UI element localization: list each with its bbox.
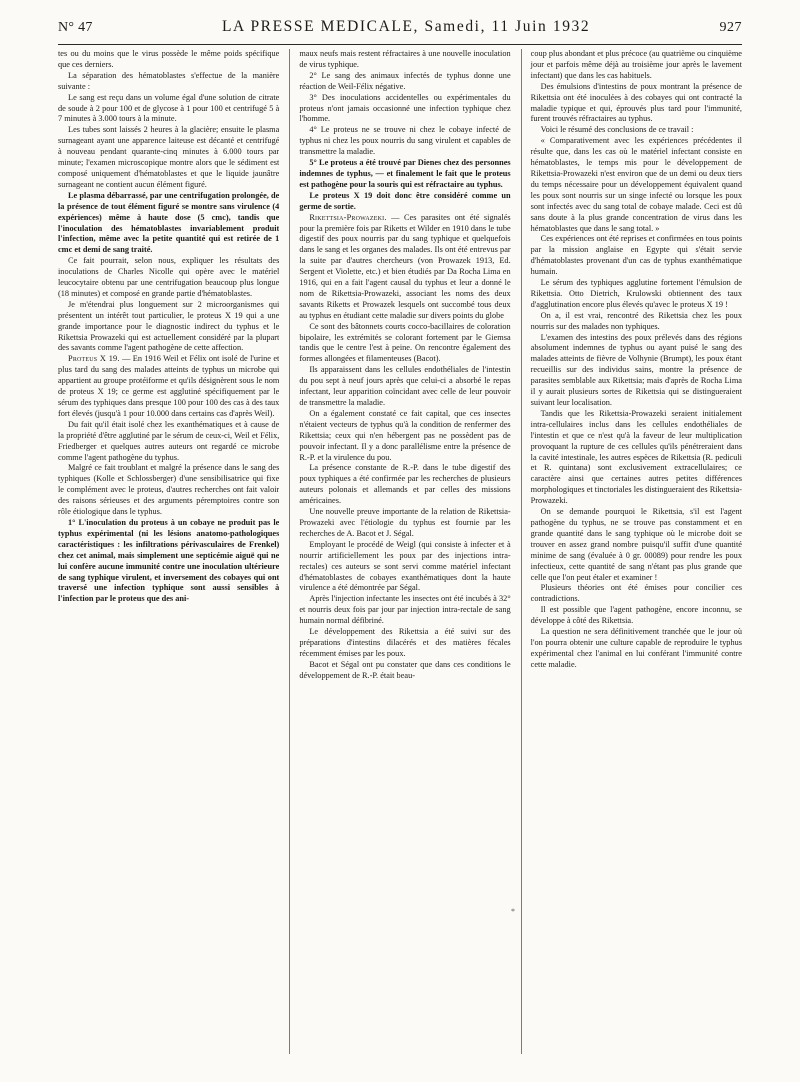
paragraph: La présence constante de R.-P. dans le tube digestif des poux typhiques a été confirmée par les recherches de plusieurs auteurs polonais et allemands et par celles des missions américaines. — [299, 463, 511, 506]
paragraph: Tandis que les Rikettsia-Prowazeki seraient initialement intra-cellulaires inclus dans les cellules endothéliales de l'intestin et que ce n'est qu'à la faveur de leur multiplication provoquant la rupture de ces cellules qu'ils pénétreraient dans la cavité intestinale, les autres espèces de Rikettsia (R. pediculi et R. quintana) sont exclusivement extracellulaires; ce caractère ainsi que certaines autres petites différences morphologiques et tinctoriales les distingueraient des Rikettsia-Prowazeki. — [530, 408, 742, 506]
section-heading: Rikettsia-Prowazeki. — [309, 212, 387, 222]
paragraph: Je m'étendrai plus longuement sur 2 microorganismes qui présentent un intérêt tout particulier, le proteus X 19 qui a une grande importance pour le diagnostic indirect du typhus et le Rikettsia Prowazeki qui est actuellement considéré par la plupart des savants comme l'agent pathogène de cette affection. — [58, 299, 280, 353]
column-right — [521, 49, 742, 1054]
paragraph: Ils apparaissent dans les cellules endothéliales de l'intestin du pou sept à neuf jours après que celui-ci a absorbé le repas infectant, leur apparition coïncidant avec celle de leur pouvoir de transmettre la maladie. — [299, 365, 511, 407]
paragraph: maux neufs mais restent réfractaires à une nouvelle inoculation de virus typhique. — [299, 49, 511, 69]
running-header — [58, 18, 742, 45]
journal-title: LA PRESSE MEDICALE, Samedi, 11 Juin 1932 — [221, 18, 591, 35]
section-heading: Proteus X 19. — [68, 354, 120, 364]
paragraph-text: — Ces parasites ont été signalés pour la première fois par Riketts et Wilder en 1910 dans le tube digestif des poux nourris par du sang typhique et quelquefois dans le sang et les organes des malades. Ils ont été entrevus par la suite par d'autres chercheurs (von Prowazek 1913, Ed. Sergent et Violette, etc.) et bien étudiés par Da Rocha Lima en 1916, qui en a fait l'agent causal du typhus et leur a donné le nom de Rikettsia-Prowazeki, associant les noms des deux savants Riketts et Prowazek lesquels ont succombé tous deux au typhus en étudiant cette maladie sur divers points du globe — [299, 212, 511, 320]
paragraph: Bacot et Ségal ont pu constater que dans ces conditions le développement de R.-P. était beau- — [299, 659, 511, 680]
paragraph: Une nouvelle preuve importante de la relation de Rikettsia-Prowazeki avec l'étiologie du typhus est fournie par les recherches de A. Bacot et J. Ségal. — [299, 507, 511, 538]
paragraph: Employant le procédé de Weigl (qui consiste à infecter et à nourrir artificiellement les poux par des injections intra-rectales) ces auteurs se sont servi comme matériel infectant d'hématoblastes de cobayes exanthématiques dont la haute virulence a été démontrée par Ségal. — [299, 539, 511, 593]
paragraph: On se demande pourquoi le Rikettsia, s'il est l'agent pathogène du typhus, ne se trouve pas constamment et en grande quantité dans le sang typhique où le microbe doit se trouver en assez grand nombre puisqu'il suffit d'une quantité minime de sang (évaluée à 0 gr. 00089) pour rendre les poux infectieux, cette quantité de sang n'étant pas plus grande que celle que l'on peut étaler et examiner ! — [530, 507, 742, 582]
paragraph: On a, il est vrai, rencontré des Rikettsia chez les poux nourris sur des malades non typhiques. — [530, 310, 742, 331]
paragraph: Le plasma débarrassé, par une centrifugation prolongée, de la présence de tout élément figuré se montre sans virulence (4 expériences) même à haute dose (5 cmc), tandis que l'inoculation des hématoblastes invariablement produit l'infection, même avec la petite quantité qui est retirée de 1 cmc et demi de sang traité. — [58, 190, 280, 255]
paragraph: « Comparativement avec les expériences précédentes il résulte que, dans les cas où le matériel infectant consiste en hématoblastes, le temps mis pour le développement de Rikettsia-Prowazeki n'est environ que de un demi ou deux tiers du temps nécessaire pour un développement équivalent quand les poux sont nourris sur un singe infecté ou lorsque les poux sont infectés avec du sang total de cobaye malade. Ceci est dû sans doute à la plus grande concentration de virus dans les hématoblastes que dans le sang total. » — [530, 136, 742, 233]
page-number: 927 — [719, 20, 742, 35]
paragraph: Les tubes sont laissés 2 heures à la glacière; ensuite le plasma surnageant ayant une apparence laiteuse est décanté et centrifugé à nouveau pendant quarante-cinq minutes à 6.000 tours par minute; l'examen microscopique montre alors que le sédiment est composé uniquement d'hématoblastes et que le liquide jaunâtre surnageant ne contient aucun élément figuré. — [58, 125, 280, 189]
paragraph: On a également constaté ce fait capital, que ces insectes n'étaient vecteurs de typhus qu'à la condition de renfermer des Rikettsia; ceux qui n'en hébergent pas ne possèdent pas de pouvoir infectant. Il y a donc parallélisme entre la présence de R.-P. et la virulence du pou. — [299, 408, 511, 462]
paragraph: 4° Le proteus ne se trouve ni chez le cobaye infecté de typhus ni chez les poux nourris du sang virulent et capables de transmettre la maladie. — [299, 125, 511, 157]
paragraph: 2° Le sang des animaux infectés de typhus donne une réaction de Weil-Félix négative. — [299, 70, 511, 91]
article-body — [58, 49, 742, 1054]
paragraph: Des émulsions d'intestins de poux montrant la présence de Rikettsia ont été inoculées à des cobayes qui ont contracté la maladie typique et qui, éprouvés plus tard pour l'immunité, furent trouvés réfractaires au typhus. — [530, 81, 742, 124]
paragraph: Ces expériences ont été reprises et confirmées en tous points par la mission anglaise en Egypte qui s'était servie d'hématoblastes provenant d'un cas de typhus exanthématique humain. — [530, 234, 742, 277]
paragraph: La question ne sera définitivement tranchée que le jour où l'on pourra obtenir une culture capable de reproduire le typhus expérimental chez l'animal en lui conférant l'immunité contre cette maladie. — [530, 627, 742, 669]
column-left — [58, 49, 279, 1054]
print-mark: * — [511, 907, 515, 916]
paragraph: 5° Le proteus a été trouvé par Dienes chez des personnes indemnes de typhus, — et finalement le fait que le proteus est pathogène pour la souris qui est réfractaire au typhus. — [299, 158, 511, 189]
paragraph: Ce sont des bâtonnets courts cocco-bacillaires de coloration bipolaire, les extrémités se colorant fortement par le Giemsa tandis que le centre l'est à peine. On rencontre également des formes allongées et filamenteuses (Bacot). — [299, 321, 511, 364]
paragraph-text: — En 1916 Weil et Félix ont isolé de l'urine et plus tard du sang des malades atteints de typhus un microbe qui appartient au groupe protéiforme et qu'ils désignèrent sous le nom de proteus X 19; ce germe est agglutiné spécifiquement par le sérum des typhiques dans presque 100 pour 100 des cas à des taux fort élevés (jusqu'à 1 pour 10.000 dans certains cas d'après Weil). — [58, 354, 280, 418]
paragraph: La séparation des hématoblastes s'effectue de la manière suivante : — [58, 70, 280, 91]
paragraph — [299, 213, 510, 322]
paragraph: Le développement des Rikettsia a été suivi sur des préparations d'intestins dilacérés et des matières fécales récemment émises par les poux. — [299, 627, 511, 658]
paragraph: Le proteus X 19 doit donc être considéré comme un germe de sortie. — [299, 190, 511, 211]
paragraph: Il est possible que l'agent pathogène, encore inconnu, se développe à côté des Rikettsia. — [530, 605, 742, 626]
paragraph: coup plus abondant et plus précoce (au quatrième ou cinquième jour et parfois même déjà au troisième jour après le lavement infectant) que dans les cas habituels. — [530, 49, 742, 80]
paragraph: Ce fait pourrait, selon nous, expliquer les résultats des inoculations de Charles Nicolle qui opère avec le matériel leucocytaire obtenu par une centrifugation beaucoup plus longue (18 minutes) et composé en grande partie d'hématoblastes. — [58, 256, 280, 298]
paragraph: 1° L'inoculation du proteus à un cobaye ne produit pas le typhus expérimental (ni les lésions anatomo-pathologiques caractéristiques : les infiltrations périvasculaires de Frenkel) chez cet animal, mais simplement une septicémie aiguë qui ne lui confère aucune immunité contre une inoculation ultérieure de sang typhique virulent, et inversement des cobayes qui ont traversé une infection typhique sont aussi sensibles à l'infection par le proteus que des ani- — [58, 517, 280, 604]
paragraph: Plusieurs théories ont été émises pour concilier ces contradictions. — [530, 583, 742, 604]
paragraph — [58, 354, 279, 419]
paragraph: L'examen des intestins des poux prélevés dans des régions absolument indemnes de typhus ou ayant puisé le sang des malades atteints de fièvre de Volhynie (Brumpt), les poux étant recueillis sur des individus sains, montre la présence de parasites semblable aux Rikettsia; mais d'après de Rocha Lima il y aurait plusieurs sortes de Rikettsia qui se distingueraient suivant leur localisation. — [530, 332, 742, 407]
column-middle — [289, 49, 510, 1054]
paragraph: Le sérum des typhiques agglutine fortement l'émulsion de Rikettsia. Otto Dietrich, Krulowski obtiennent des taux d'agglutination encore plus élevés qu'avec le proteus X 19 ! — [530, 278, 742, 309]
paragraph: 3° Des inoculations accidentelles ou expérimentales du proteus n'ont jamais occasionné une infection typhique chez l'homme. — [299, 92, 511, 124]
paragraph: Du fait qu'il était isolé chez les exanthématiques et à cause de la propriété d'être agglutiné par le sérum de ceux-ci, Weil et Félix, Friedberger et quelques autres auteurs ont regardé ce microbe comme l'agent pathogène du typhus. — [58, 419, 280, 462]
paragraph: Voici le résumé des conclusions de ce travail : — [540, 125, 694, 135]
paragraph: tes ou du moins que le virus possède le même poids spécifique que ces derniers. — [58, 49, 280, 69]
issue-number: N° 47 — [58, 20, 93, 35]
paragraph: Malgré ce fait troublant et malgré la présence dans le sang des typhiques (Kolle et Schlossberger) d'une sensibilisatrice qui fixe le complément avec le proteus, d'autres recherches ont fait valoir des raisons sérieuses et des arguments péremptoires contre son rôle étiologique dans le typhus. — [58, 463, 280, 517]
paragraph: Le sang est reçu dans un volume égal d'une solution de citrate de soude à 2 pour 100 et de glycose à 1 pour 100 et centrifugé 5 à 7 minutes à 3.000 tours à la minute. — [58, 92, 280, 124]
paragraph: Après l'injection infectante les insectes ont été incubés à 32° et nourris deux fois par jour par injection intra-rectale de sang humain normal défibriné. — [299, 594, 511, 626]
